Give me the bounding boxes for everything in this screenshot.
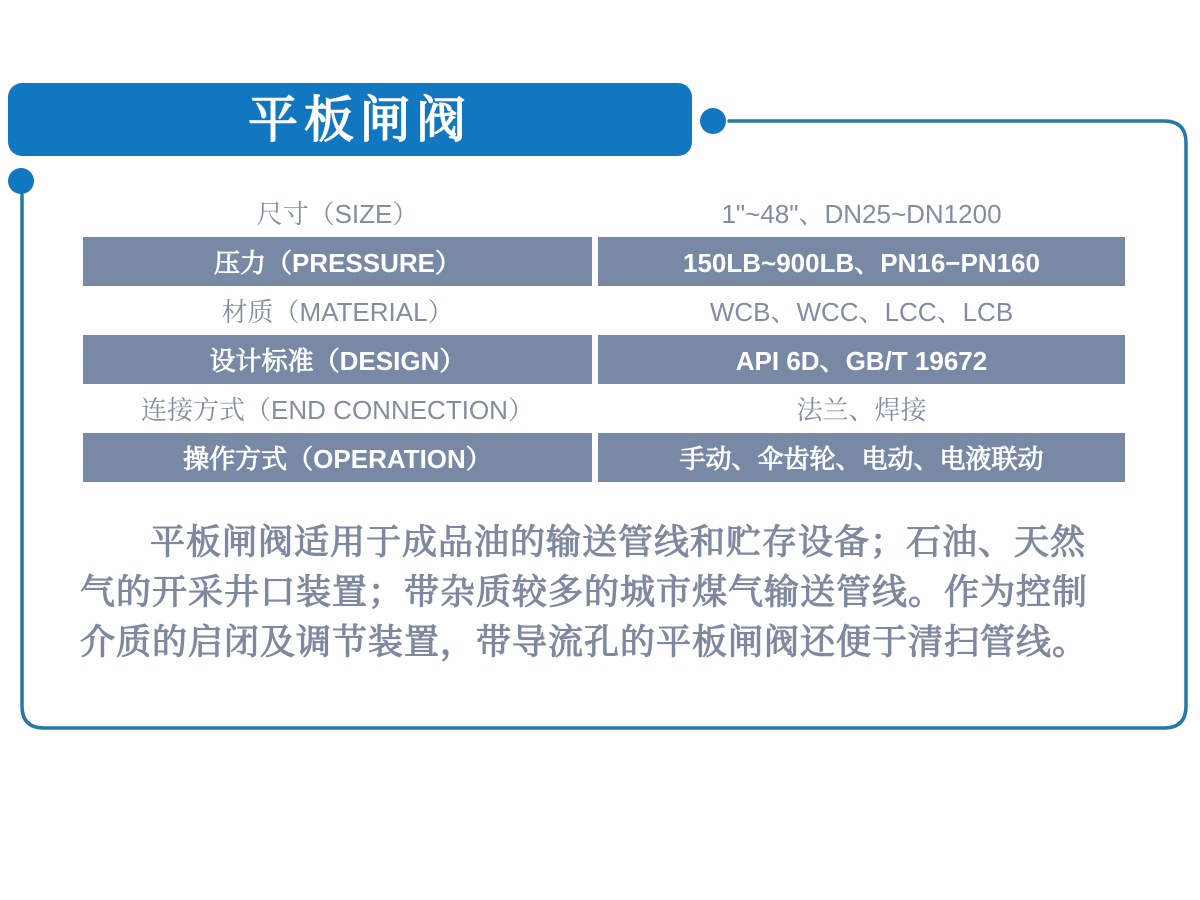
spec-label-size: 尺寸（SIZE） — [256, 199, 419, 229]
connector-dot-right — [700, 108, 726, 134]
spec-table — [83, 188, 1125, 482]
spec-row-pressure — [83, 237, 1125, 286]
spec-value-material: WCB、WCC、LCC、LCB — [709, 297, 1014, 327]
connector-dot-left — [8, 168, 34, 194]
description-line: 气的开采井口装置；带杂质较多的城市煤气输送管线。作为控制 — [80, 573, 1089, 612]
spec-label-pressure: 压力（PRESSURE） — [83, 237, 592, 286]
spec-label-end-connection: 连接方式（END CONNECTION） — [141, 395, 534, 425]
spec-row-size — [83, 188, 1125, 237]
spec-value-pressure: 150LB~900LB、PN16−PN160 — [598, 237, 1125, 286]
spec-label-material: 材质（MATERIAL） — [221, 297, 454, 327]
spec-value-size: 1"~48"、DN25~DN1200 — [721, 199, 1002, 229]
spec-row-end-connection — [83, 384, 1125, 433]
spec-label-operation: 操作方式（OPERATION） — [83, 433, 592, 482]
product-description — [80, 518, 1138, 668]
description-line: 介质的启闭及调节装置，带导流孔的平板闸阀还便于清扫管线。 — [80, 623, 1089, 662]
spec-row-design — [83, 335, 1125, 384]
description-line: 平板闸阀适用于成品油的输送管线和贮存设备；石油、天然 — [150, 523, 1087, 562]
spec-value-operation: 手动、伞齿轮、电动、电液联动 — [598, 433, 1125, 482]
page-title: 平板闸阀 — [248, 91, 472, 148]
spec-row-operation — [83, 433, 1125, 482]
spec-value-design: API 6D、GB/T 19672 — [598, 335, 1125, 384]
spec-label-design: 设计标准（DESIGN） — [83, 335, 592, 384]
spec-row-material — [83, 286, 1125, 335]
spec-value-end-connection: 法兰、焊接 — [796, 395, 927, 425]
page-title-banner — [8, 83, 692, 156]
